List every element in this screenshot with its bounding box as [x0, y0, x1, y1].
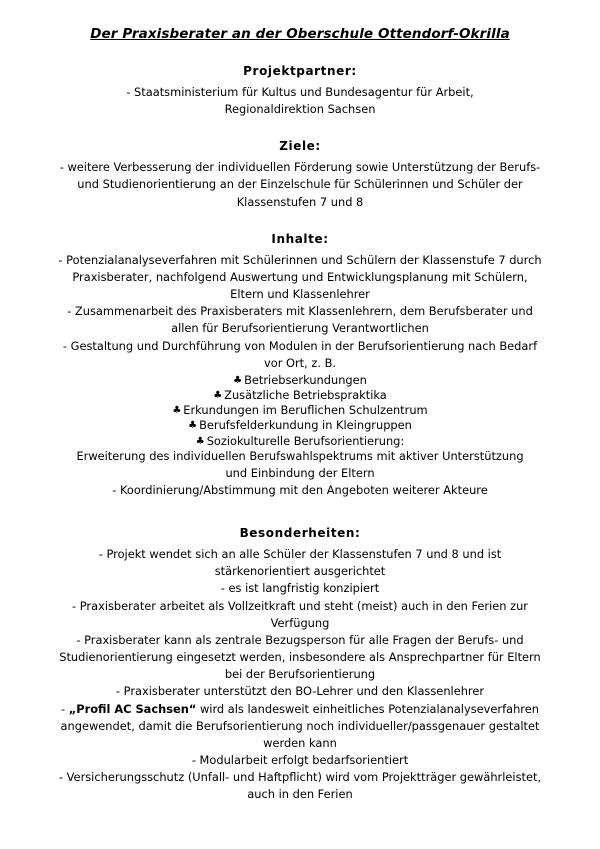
paragraph-line: - es ist langfristig konzipiert [220, 581, 380, 596]
list-item [36, 388, 564, 403]
page-title: Der Praxisberater an der Oberschule Ottendorf-Okrilla [90, 26, 510, 42]
spacer [36, 212, 564, 218]
paragraph-line: - Gestaltung und Durchführung von Modulen in der Berufsorientierung nach Bedarf [62, 338, 538, 353]
section-heading-besonderheiten: Besonderheiten: [239, 526, 361, 541]
list-item-label: Berufsfelderkundung in Kleingruppen [199, 418, 412, 433]
clover-bullet-icon: ♣ [172, 405, 182, 417]
section-heading-projektpartner: Projektpartner: [243, 64, 357, 78]
spacer [36, 119, 564, 125]
paragraph-line: und Studienorientierung an der Einzelschule für Schülerinnen und Schüler der [77, 177, 523, 192]
paragraph-line: - Praxisberater unterstützt den BO-Lehrer und den Klassenlehrer [115, 684, 485, 699]
list-item-label: Zusätzliche Betriebspraktika [224, 388, 387, 403]
paragraph-line: Regionaldirektion Sachsen [224, 102, 376, 117]
clover-bullet-icon: ♣ [188, 420, 198, 432]
paragraph-line: - Projekt wendet sich an alle Schüler der Klassenstufen 7 und 8 und ist [98, 547, 502, 562]
clover-bullet-icon: ♣ [233, 374, 243, 386]
paragraph-line: bei der Berufsorientierung [224, 667, 376, 682]
paragraph-line: angewendet, damit die Berufsorientierung noch individueller/passgenauer gestaltet [60, 718, 540, 733]
section-heading-inhalte: Inhalte: [271, 231, 329, 246]
section-heading-ziele: Ziele: [279, 139, 321, 154]
paragraph-line: und Einbindung der Eltern [225, 465, 375, 480]
highlight-paragraph-line [36, 702, 564, 717]
inhalte-bullet-list [36, 373, 564, 449]
paragraph-line: - Zusammenarbeit des Praxisberaters mit Klassenlehrern, dem Berufsberater und [67, 304, 533, 319]
clover-bullet-icon: ♣ [213, 390, 223, 402]
paragraph-line: - Praxisberater kann als zentrale Bezugsperson für alle Fragen der Berufs- und [76, 632, 524, 647]
paragraph-line: - Versicherungsschutz (Unfall- und Haftpflicht) wird vom Projektträger gewährleistet, [58, 770, 542, 785]
paragraph-line: Erweiterung des individuellen Berufswahlspektrums mit aktiver Unterstützung [76, 448, 524, 463]
highlight-rest: wird als landesweit einheitliches Potenzialanalyseverfahren [196, 701, 539, 716]
paragraph-line: - Praxisberater arbeitet als Vollzeitkraft und steht (meist) auch in den Ferien zur [72, 598, 528, 613]
paragraph-line: Verfügung [270, 615, 330, 630]
paragraph-line: allen für Berufsorientierung Verantwortlichen [171, 321, 429, 336]
list-item [36, 373, 564, 388]
paragraph-line: - Potenzialanalyseverfahren mit Schülerinnen und Schülern der Klassenstufe 7 durch [58, 252, 542, 267]
paragraph-line: stärkenorientiert ausgerichtet [214, 564, 386, 579]
list-item-label: Soziokulturelle Berufsorientierung: [206, 433, 405, 448]
paragraph-line: auch in den Ferien [247, 787, 353, 802]
paragraph-line: Studienorientierung eingesetzt werden, insbesondere als Ansprechpartner für Eltern [59, 650, 541, 665]
paragraph-line: Klassenstufen 7 und 8 [236, 194, 364, 209]
paragraph-line: vor Ort, z. B. [263, 355, 337, 370]
paragraph-line: - Staatsministerium für Kultus und Bundesagentur für Arbeit, [126, 85, 474, 99]
paragraph-line: Praxisberater, nachfolgend Auswertung und Entwicklungsplanung mit Schülern, [72, 269, 528, 284]
paragraph-line: Eltern und Klassenlehrer [230, 287, 370, 302]
clover-bullet-icon: ♣ [195, 435, 205, 447]
highlight-bold-term: „Profil AC Sachsen“ [68, 701, 197, 716]
list-item-label: Erkundungen im Beruflichen Schulzentrum [183, 403, 428, 418]
paragraph-line: werden kann [263, 735, 337, 750]
list-item [36, 434, 564, 449]
list-item [36, 403, 564, 418]
spacer [36, 500, 564, 512]
highlight-prefix: - [61, 701, 69, 716]
paragraph-line: - Modularbeit erfolgt bedarfsorientiert [191, 753, 409, 767]
list-item-label: Betriebserkundungen [244, 372, 367, 387]
paragraph-line: - weitere Verbesserung der individuellen Förderung sowie Unterstützung der Berufs- [59, 160, 541, 175]
paragraph-line: - Koordinierung/Abstimmung mit den Angeboten weiterer Akteure [112, 482, 488, 497]
list-item [36, 418, 564, 433]
